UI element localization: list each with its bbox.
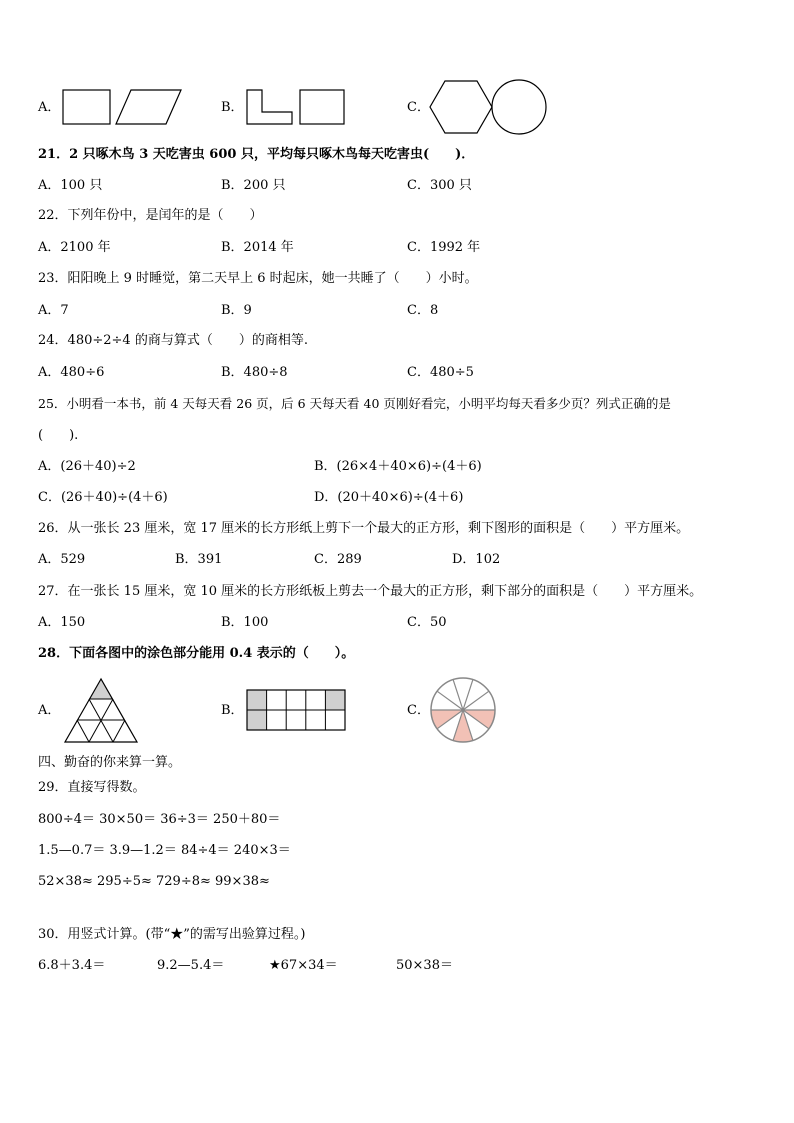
q21-option-c: C．300 只 — [407, 178, 472, 193]
q30-item-2: 9.2—5.4＝ — [157, 958, 225, 973]
q28-stem: 28．下面各图中的涂色部分能用 0.4 表示的（ ）。 — [38, 646, 355, 661]
q21-option-b: B．200 只 — [221, 178, 286, 193]
q26-option-b: B．391 — [175, 552, 223, 567]
q20-option-a-label: A． — [38, 100, 61, 115]
q29-row-1: 800÷4＝ 30×50＝ 36÷3＝ 250＋80＝ — [38, 812, 281, 827]
q23-option-c: C．8 — [407, 303, 439, 318]
q28-option-a-label: A． — [38, 703, 61, 718]
q20-option-c-label: C． — [407, 100, 430, 115]
q23-option-b: B．9 — [221, 303, 252, 318]
q27-option-c: C．50 — [407, 615, 447, 630]
q26-option-c: C．289 — [314, 552, 362, 567]
q30-stem: 30．用竖式计算。(带“★”的需写出验算过程。) — [38, 927, 306, 942]
q25-option-b: B．(26×4＋40×6)÷(4＋6) — [314, 459, 482, 474]
q25-stem-continued: ( ). — [38, 428, 79, 443]
q23-option-a: A．7 — [38, 303, 69, 318]
q22-stem: 22．下列年份中，是闰年的是（ ） — [38, 208, 263, 223]
q28-option-c-label: C． — [407, 703, 430, 718]
q22-option-c: C．1992 年 — [407, 240, 481, 255]
q24-option-c: C．480÷5 — [407, 365, 474, 380]
q27-option-a: A．150 — [38, 615, 86, 630]
q25-option-a: A．(26＋40)÷2 — [38, 459, 136, 474]
q26-stem: 26．从一张长 23 厘米，宽 17 厘米的长方形纸上剪下一个最大的正方形，剩下图形的面积是（ ）平方厘米。 — [38, 521, 690, 536]
q29-stem: 29．直接写得数。 — [38, 780, 146, 795]
q27-option-b: B．100 — [221, 615, 269, 630]
q30-item-4: 50×38＝ — [396, 958, 453, 973]
q24-stem: 24．480÷2÷4 的商与算式（ ）的商相等. — [38, 333, 308, 348]
q30-item-1: 6.8＋3.4＝ — [38, 958, 106, 973]
q24-option-b: B．480÷8 — [221, 365, 288, 380]
q25-option-d: D．(20＋40×6)÷(4＋6) — [314, 490, 464, 505]
q21-option-a: A．100 只 — [38, 178, 103, 193]
q23-stem: 23．阳阳晚上 9 时睡觉，第二天早上 6 时起床，她一共睡了（ ）小时。 — [38, 271, 478, 286]
q26-option-d: D．102 — [452, 552, 501, 567]
q24-option-a: A．480÷6 — [38, 365, 105, 380]
q29-row-3: 52×38≈ 295÷5≈ 729÷8≈ 99×38≈ — [38, 874, 270, 889]
q27-stem: 27．在一张长 15 厘米，宽 10 厘米的长方形纸板上剪去一个最大的正方形，剩下部分的面积是（ ）平方厘米。 — [38, 584, 703, 599]
q26-option-a: A．529 — [38, 552, 86, 567]
q29-row-2: 1.5—0.7＝ 3.9—1.2＝ 84÷4＝ 240×3＝ — [38, 843, 291, 858]
q28-option-b-label: B． — [221, 703, 244, 718]
q25-option-c: C．(26＋40)÷(4＋6) — [38, 490, 168, 505]
q22-option-b: B．2014 年 — [221, 240, 294, 255]
q30-item-3: ★67×34＝ — [269, 958, 338, 973]
q20-option-b-label: B． — [221, 100, 244, 115]
section-4-heading: 四、勤奋的你来算一算。 — [38, 755, 182, 770]
q25-stem: 25．小明看一本书，前 4 天每天看 26 页，后 6 天每天看 40 页刚好看完，小明平均每天看多少页？列式正确的是 — [38, 396, 671, 411]
q22-option-a: A．2100 年 — [38, 240, 111, 255]
q21-stem: 21．2 只啄木鸟 3 天吃害虫 600 只，平均每只啄木鸟每天吃害虫( )． — [38, 147, 475, 162]
